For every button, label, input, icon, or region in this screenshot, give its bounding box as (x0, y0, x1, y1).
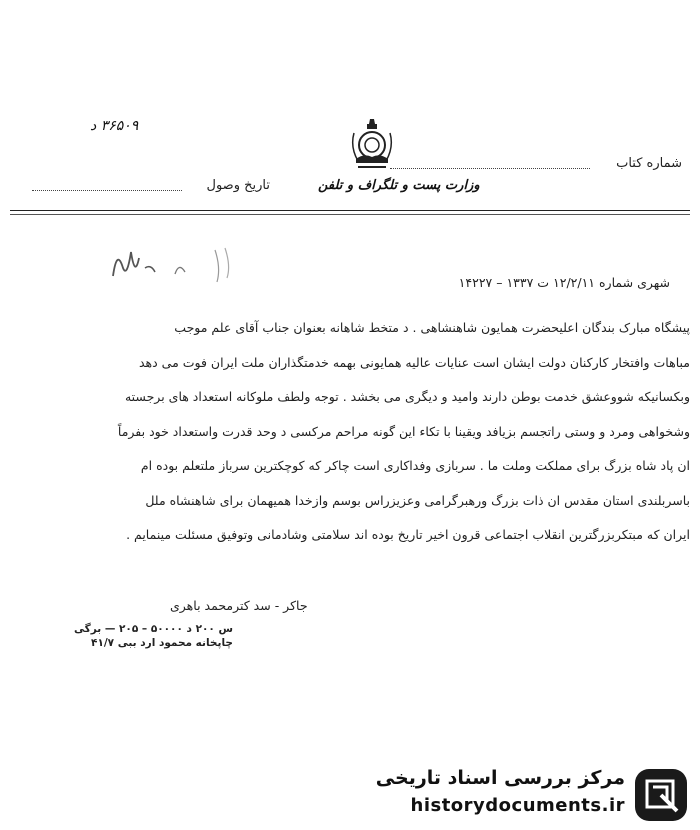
body-line: ایران که مبتکربزرگترین انقلاب اجتماعی قرون اخیر تاریخ بوده اند سلامتی وشادمانی وتوفیق مسئلت مینمایم . (126, 527, 690, 542)
body-line: مباهات وافتخار کارکنان دولت ایشان است عنایات عالیه همایونی بهمه خدمتگذاران ملت ایران فوت می دهد (138, 354, 690, 370)
watermark-title: مرکز بررسی اسناد تاریخی (375, 767, 625, 789)
watermark-url: historydocuments.ir (410, 795, 625, 816)
watermark (375, 765, 695, 825)
header-rule-secondary (10, 214, 690, 215)
body-line: باسربلندی استان مقدس ان ذات بزرگ ورهبرگرامی وعزیزراس بوسم وازخدا همیهمان برای شاهنشاه ملل (145, 492, 690, 508)
body-line: پیشگاه مبارک بندگان اعلیحضرت همایون شاهنشاهی . د متخط شاهانه بعنوان جناب آقای علم موجب (174, 320, 690, 335)
received-date-label: تاریخ وصول (206, 178, 270, 193)
ministry-name: وزارت پست و تلگراف و تلفن (318, 178, 480, 193)
stamp-line: چاپخانه محمود ارد ببی ۴۱/۷ (91, 637, 233, 649)
header-rule (10, 210, 690, 211)
reference-number: شهری شماره ۱۲/۲/۱۱ ت ۱۳۳۷ – ۱۴۲۲۷ (458, 275, 670, 290)
letter-body (60, 318, 690, 560)
signature-line: جاکر - سد کترمحمد باهری (170, 598, 308, 613)
body-line: وشخواهی ومرد و وستی راتجسم بزیافد ویقینا با تکاء این گونه مراحم مرکسی د وحد قدرت واستعداد خود بفرماً (117, 423, 690, 439)
body-line: وبکسانیکه شووعشق خدمت بوطن دارند وامید و دیگری می بخشد . توجه ولطف ملوکانه استعداد های برجسته (124, 389, 690, 404)
letter-number-label: شماره کتاب (616, 156, 682, 171)
print-stamp (74, 622, 233, 650)
received-date-line (32, 190, 182, 191)
history-documents-logo-icon (633, 767, 689, 823)
handwritten-annotation-icon (105, 238, 265, 288)
handwritten-letter-number: ۳۶۵۰۹ د (90, 118, 139, 134)
letter-number-line (390, 168, 590, 169)
stamp-line: س ۲۰۰ د ۵۰۰۰۰ – ۲۰۵ — برگی (74, 623, 233, 635)
body-line: ان پاد شاه بزرگ برای مملکت وملت ما . سربازی وفداکاری است چاکر که کوچکترین سرباز ملتعلم بوده ام (140, 458, 690, 473)
lion-and-sun-emblem-icon (350, 115, 394, 175)
